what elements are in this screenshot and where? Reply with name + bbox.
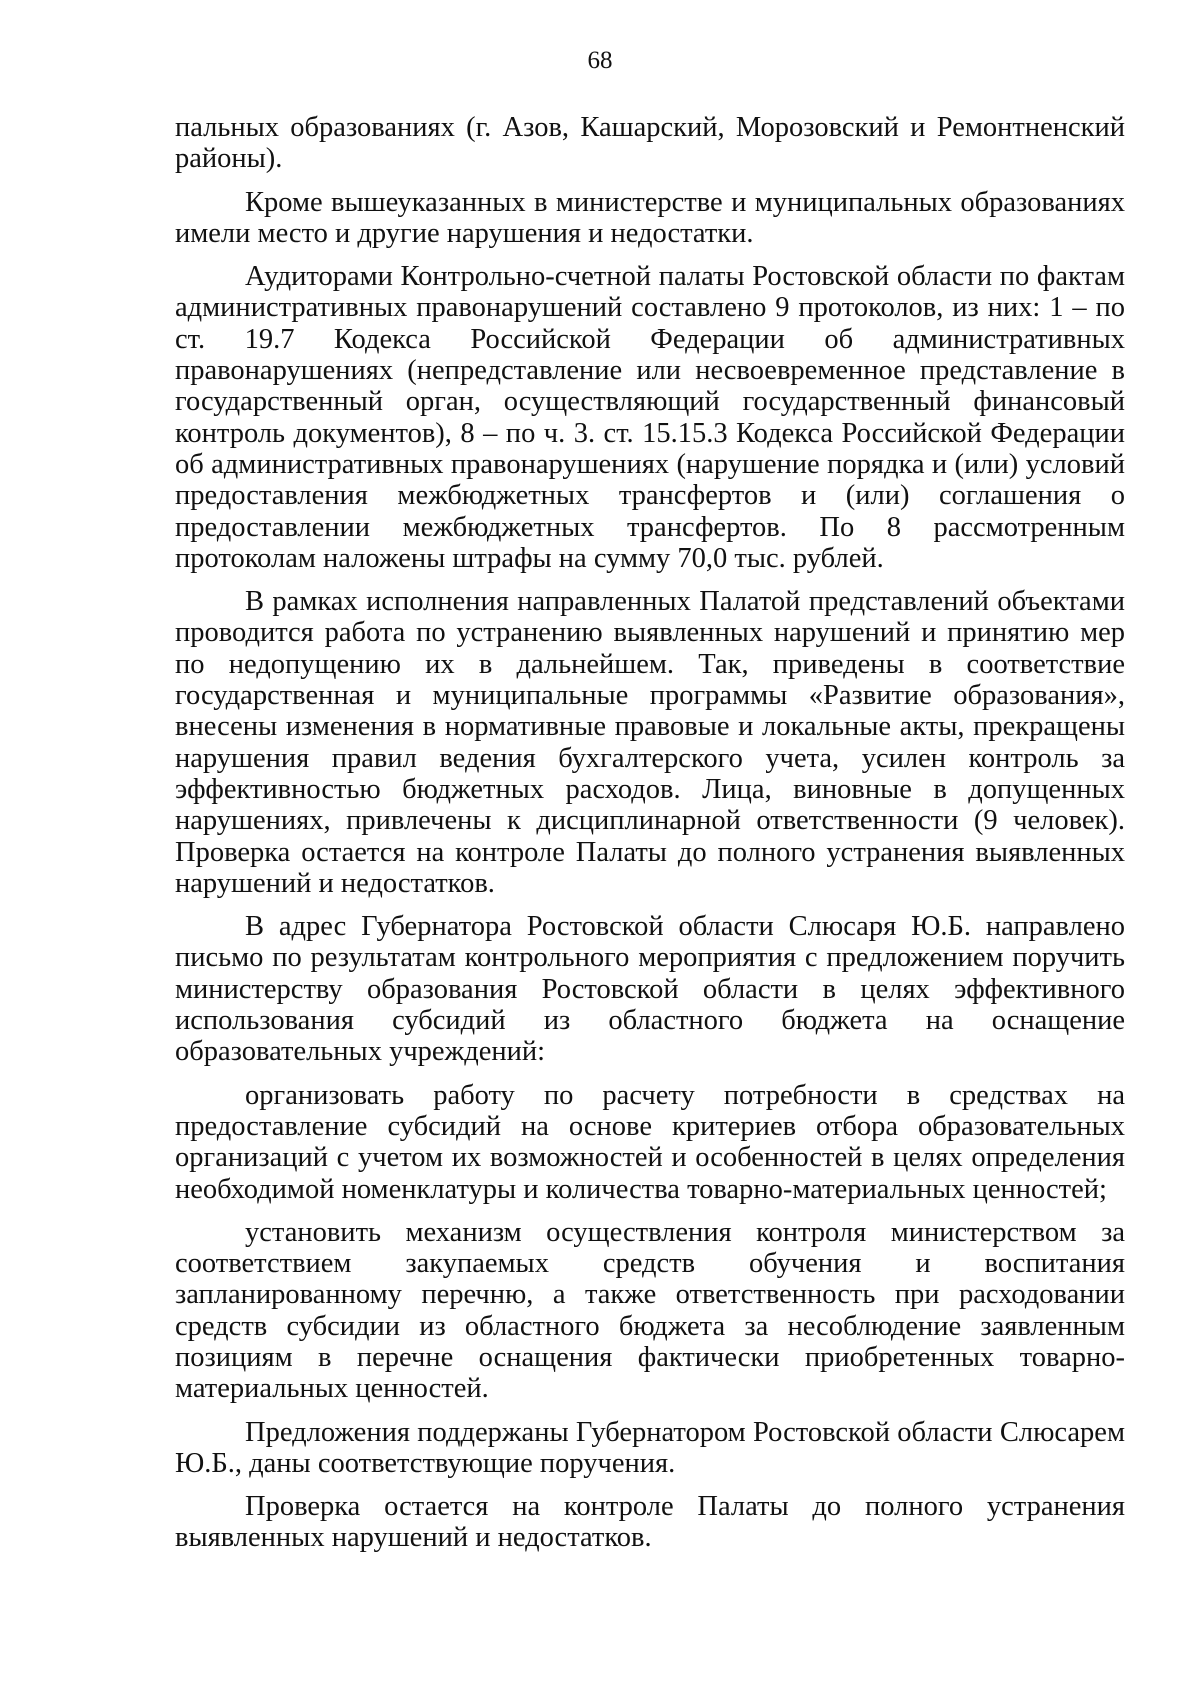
paragraph-protocols: Аудиторами Контрольно-счетной палаты Ростовской области по фактам административных правонарушений составлено 9 протоколов, из них: 1 – по ст. 19.7 Кодекса Российской Федерации об административных правонарушениях (непредставление или несвоевременное представление в государственный орган, осуществляющий государственный финансовый контроль документов), 8 – по ч. 3. ст. 15.15.3 Кодекса Российской Федерации об административных правонарушениях (нарушение порядка и (или) условий предоставления межбюджетных трансфертов и (или) соглашения о предоставлении межбюджетных трансфертов. По 8 рассмотренным протоколам наложены штрафы на сумму 70,0 тыс. рублей. [175,261,1125,574]
paragraph-continuation: пальных образованиях (г. Азов, Кашарский, Морозовский и Ремонтненский районы). [175,112,1125,175]
page-number: 68 [587,47,613,74]
document-body [175,112,1125,1566]
paragraph-other-violations: Кроме вышеуказанных в министерстве и муниципальных образованиях имели место и другие нарушения и недостатки. [175,186,1125,249]
paragraph-proposal-control: установить механизм осуществления контроля министерством за соответствием закупаемых средств обучения и воспитания запланированному перечню, а также ответственность при расходовании средств субсидии из областного бюджета за несоблюдение заявленным позициям в перечне оснащения фактически приобретенных товарно-материальных ценностей. [175,1216,1125,1405]
paragraph-audit-control: Проверка остается на контроле Палаты до полного устранения выявленных нарушений и недостатков. [175,1491,1125,1554]
paragraph-letter-to-governor: В адрес Губернатора Ростовской области Слюсаря Ю.Б. направлено письмо по результатам контрольного мероприятия с предложением поручить министерству образования Ростовской области в целях эффективного использования субсидий из областного бюджета на оснащение образовательных учреждений: [175,911,1125,1068]
paragraph-proposal-organize: организовать работу по расчету потребности в средствах на предоставление субсидий на основе критериев отбора образовательных организаций с учетом их возможностей и особенностей в целях определения необходимой номенклатуры и количества товарно-материальных ценностей; [175,1079,1125,1205]
paragraph-proposals-supported: Предложения поддержаны Губернатором Ростовской области Слюсарем Ю.Б., даны соответствующие поручения. [175,1416,1125,1479]
paragraph-remediation: В рамках исполнения направленных Палатой представлений объектами проводится работа по устранению выявленных нарушений и принятию мер по недопущению их в дальнейшем. Так, приведены в соответствие государственная и муниципальные программы «Развитие образования», внесены изменения в нормативные правовые и локальные акты, прекращены нарушения правил ведения бухгалтерского учета, усилен контроль за эффективностью бюджетных расходов. Лица, виновные в допущенных нарушениях, привлечены к дисциплинарной ответственности (9 человек). Проверка остается на контроле Палаты до полного устранения выявленных нарушений и недостатков. [175,586,1125,899]
